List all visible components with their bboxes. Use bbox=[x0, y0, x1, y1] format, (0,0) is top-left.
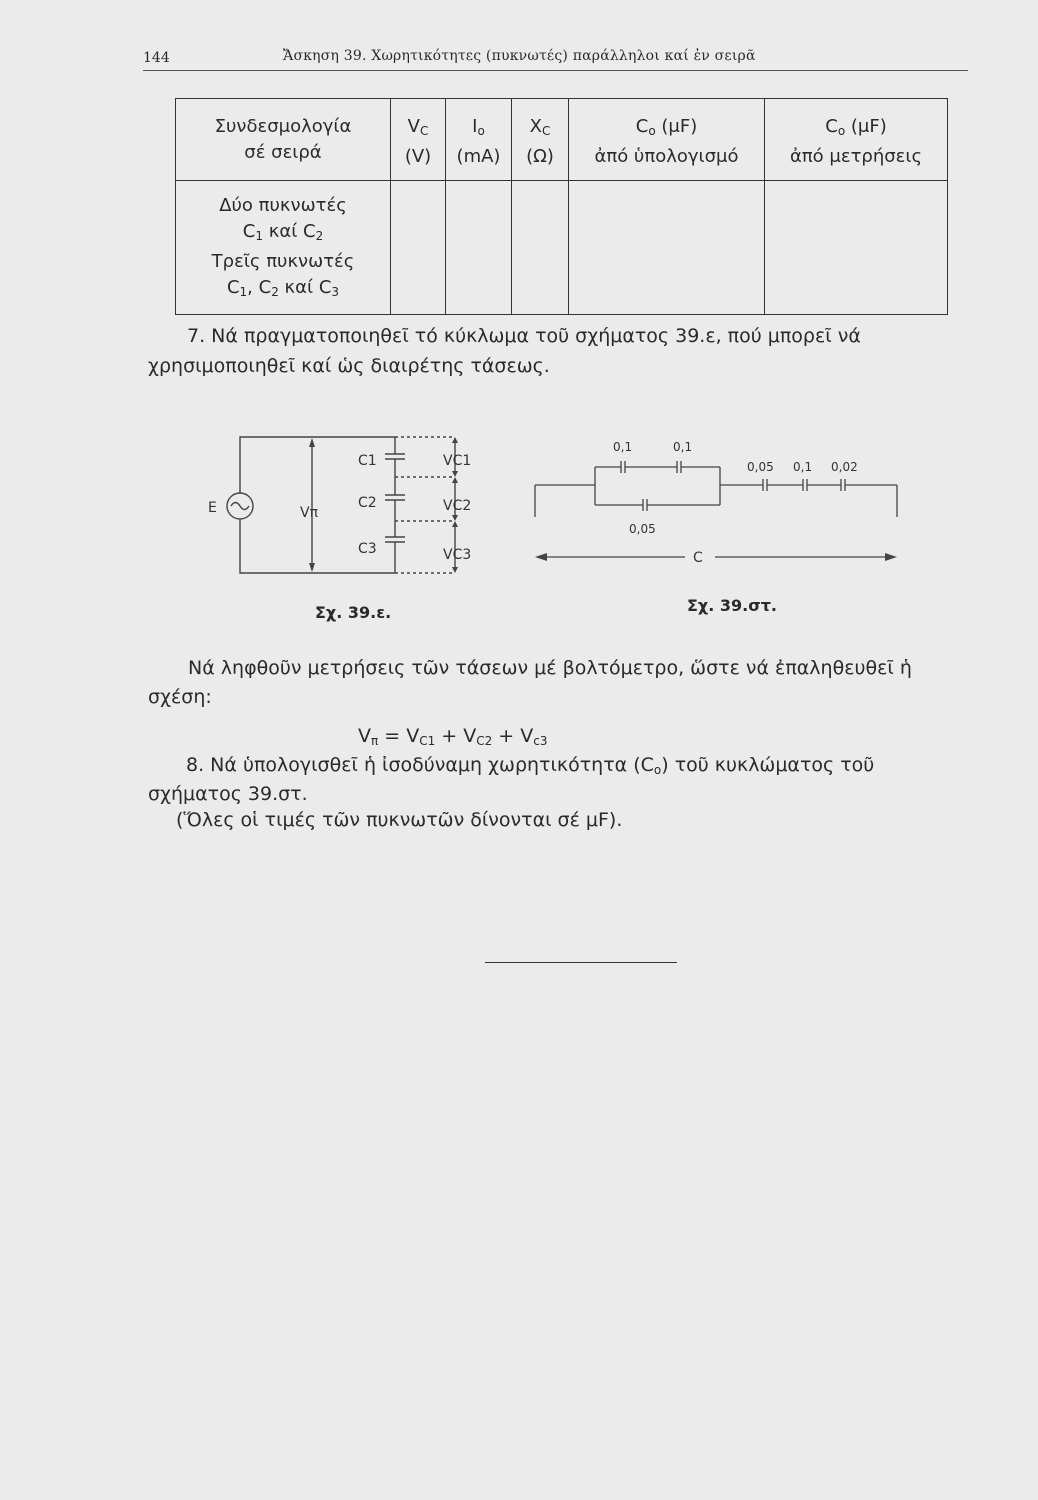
page-number: 144 bbox=[143, 50, 170, 66]
label-C-equivalent: C bbox=[693, 550, 703, 566]
cell-vc bbox=[391, 181, 446, 315]
header-connection bbox=[176, 99, 391, 181]
header-connection-line1: Συνδεσμολογία bbox=[214, 116, 352, 137]
caption-39e: Σχ. 39.ε. bbox=[315, 603, 392, 622]
caption-39st: Σχ. 39.στ. bbox=[687, 596, 777, 615]
row-l2-s1: 1 bbox=[255, 229, 263, 243]
co-meas-unit: (μF) bbox=[850, 116, 887, 137]
header-xc bbox=[512, 99, 569, 181]
row-l4-b: , C bbox=[247, 277, 272, 298]
row-two-caps: Δύο πυκνωτές bbox=[219, 195, 347, 216]
figure-39e-circuit bbox=[200, 425, 500, 580]
table-header-row bbox=[176, 99, 948, 181]
header-connection-line2: σέ σειρά bbox=[244, 142, 322, 163]
row-label bbox=[176, 181, 391, 315]
item8-line1-a: 8. Νά ὑπολογισθεῖ ἡ ἰσοδύναμη χωρητικότητα (C bbox=[186, 754, 654, 776]
sine-icon bbox=[231, 503, 249, 510]
label-C1: C1 bbox=[358, 453, 377, 469]
item8-line1 bbox=[186, 753, 874, 782]
co-calc-subscript: o bbox=[648, 124, 656, 138]
row-l2-a: C bbox=[242, 221, 256, 242]
eq-vp: V bbox=[358, 725, 371, 747]
header-co-calculated bbox=[569, 99, 765, 181]
table-row bbox=[176, 181, 948, 315]
co-calc-symbol: C bbox=[635, 116, 649, 137]
header-vc bbox=[391, 99, 446, 181]
label-cap-005a: 0,05 bbox=[629, 522, 656, 536]
cell-xc bbox=[512, 181, 569, 315]
label-C2: C2 bbox=[358, 495, 377, 511]
label-cap-002: 0,02 bbox=[831, 460, 858, 474]
io-symbol: I bbox=[472, 116, 478, 137]
eq-vc3-sub: c3 bbox=[533, 734, 548, 748]
label-VC3: VC3 bbox=[443, 547, 472, 563]
label-C3: C3 bbox=[358, 541, 377, 557]
co-meas-subscript: o bbox=[837, 124, 846, 138]
item8-line2: σχήματος 39.στ. bbox=[148, 783, 308, 805]
label-cap-01b: 0,1 bbox=[673, 440, 693, 454]
header-io bbox=[446, 99, 512, 181]
item8-line1-b: ) τοῦ κυκλώματος τοῦ bbox=[661, 754, 875, 776]
section-divider bbox=[485, 962, 677, 963]
item7-line2: χρησιμοποιηθεῖ καί ὡς διαιρέτης τάσεως. bbox=[148, 355, 550, 377]
row-l4-s1: 1 bbox=[239, 285, 248, 299]
xc-symbol: X bbox=[529, 116, 542, 137]
eq-vc1: = V bbox=[378, 725, 420, 747]
measure-line2: σχέση: bbox=[148, 686, 212, 708]
row-l4-s3: 3 bbox=[331, 285, 340, 299]
measure-line1: Νά ληφθοῦν μετρήσεις τῶν τάσεων μέ βολτόμετρο, ὥστε νά ἐπαληθευθεῖ ἡ bbox=[188, 657, 912, 679]
row-l2-s2: 2 bbox=[315, 229, 324, 243]
equation bbox=[358, 725, 548, 748]
label-VC2: VC2 bbox=[443, 498, 472, 514]
eq-vc3: + V bbox=[492, 725, 534, 747]
row-l4-c: καί C bbox=[278, 277, 332, 298]
label-VC1: VC1 bbox=[443, 453, 472, 469]
label-Vp: Vπ bbox=[300, 505, 319, 521]
header-co-measured bbox=[765, 99, 948, 181]
co-calc-label: ἀπό ὑπολογισμό bbox=[594, 146, 739, 167]
eq-vc2-sub: C2 bbox=[476, 734, 493, 748]
vc-symbol: V bbox=[407, 116, 420, 137]
page-header bbox=[143, 44, 968, 71]
figure-39st-network bbox=[525, 435, 910, 570]
co-meas-label: ἀπό μετρήσεις bbox=[789, 146, 923, 167]
io-subscript: o bbox=[477, 124, 485, 138]
xc-subscript: C bbox=[541, 124, 551, 138]
row-l4-a: C bbox=[226, 277, 240, 298]
eq-vc1-sub: C1 bbox=[419, 734, 436, 748]
co-meas-symbol: C bbox=[825, 116, 838, 137]
eq-vc2: + V bbox=[435, 725, 477, 747]
io-unit: (mA) bbox=[456, 146, 501, 167]
cell-io bbox=[446, 181, 512, 315]
cell-co-calc bbox=[569, 181, 765, 315]
item8-sub: o bbox=[653, 763, 662, 777]
vc-subscript: C bbox=[419, 124, 429, 138]
item7-line1: 7. Νά πραγματοποιηθεῖ τό κύκλωμα τοῦ σχήματος 39.ε, πού μπορεῖ νά bbox=[187, 325, 861, 347]
running-title: Ἄσκηση 39. Χωρητικότητες (πυκνωτές) παράλληλοι καί ἐν σειρᾶ bbox=[283, 48, 756, 64]
measurement-table bbox=[175, 98, 948, 315]
eq-vp-sub: π bbox=[371, 734, 379, 748]
co-calc-unit: (μF) bbox=[661, 116, 698, 137]
item8-line3: (Ὅλες οἱ τιμές τῶν πυκνωτῶν δίνονται σέ μF). bbox=[176, 809, 623, 831]
row-l2-b: καί C bbox=[263, 221, 316, 242]
row-three-caps: Τρεῖς πυκνωτές bbox=[211, 251, 355, 272]
label-cap-01c: 0,1 bbox=[793, 460, 813, 474]
vc-unit: (V) bbox=[404, 146, 432, 167]
row-l4-s2: 2 bbox=[271, 285, 279, 299]
label-E: E bbox=[208, 500, 217, 516]
xc-unit: (Ω) bbox=[526, 146, 554, 167]
cell-co-meas bbox=[765, 181, 948, 315]
label-cap-01a: 0,1 bbox=[613, 440, 633, 454]
label-cap-005b: 0,05 bbox=[747, 460, 774, 474]
